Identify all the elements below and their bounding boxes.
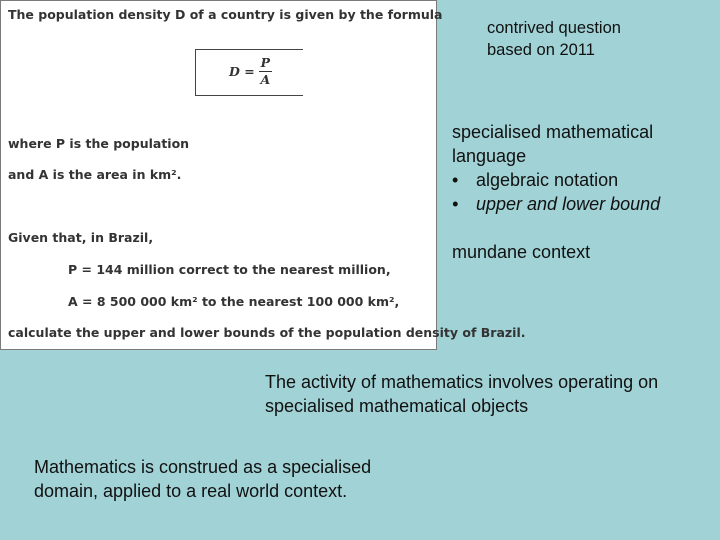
construed-line-2: domain, applied to a real world context. (34, 481, 348, 501)
question-intro: The population density D of a country is given by the formula (8, 7, 443, 22)
construed-line-1: Mathematics is construed as a specialised (34, 457, 372, 477)
formula-denominator: A (260, 72, 271, 87)
activity-line-1: The activity of mathematics involves operating on (265, 372, 659, 392)
formula-fraction (259, 56, 272, 87)
formula-lhs: D = (229, 64, 255, 79)
formula-numerator: P (260, 55, 271, 70)
density-formula (229, 56, 272, 87)
bullet-algebraic-notation: • algebraic notation (452, 168, 660, 192)
task-text: calculate the upper and lower bounds of the population density of Brazil. (8, 325, 526, 340)
where-p-text: where P is the population (8, 136, 190, 151)
construed-note (34, 455, 371, 503)
where-a-text: and A is the area in km². (8, 167, 182, 182)
language-note (452, 120, 660, 216)
activity-line-2: specialised mathematical objects (265, 396, 529, 416)
language-bullets (452, 168, 660, 216)
contrived-line-1: contrived question (487, 19, 621, 37)
contrived-line-2: based on 2011 (487, 41, 595, 59)
contrived-note (487, 17, 621, 61)
a-value-text: A = 8 500 000 km² to the nearest 100 000 km², (68, 294, 400, 309)
language-line-2: language (452, 146, 527, 166)
p-value-text: P = 144 million correct to the nearest million, (68, 262, 391, 277)
bullet-upper-lower-bound: • upper and lower bound (452, 192, 660, 216)
given-text: Given that, in Brazil, (8, 230, 154, 245)
formula-box (195, 49, 303, 96)
mundane-context-note: mundane context (452, 242, 591, 262)
language-line-1: specialised mathematical (452, 122, 654, 142)
activity-note (265, 370, 658, 418)
